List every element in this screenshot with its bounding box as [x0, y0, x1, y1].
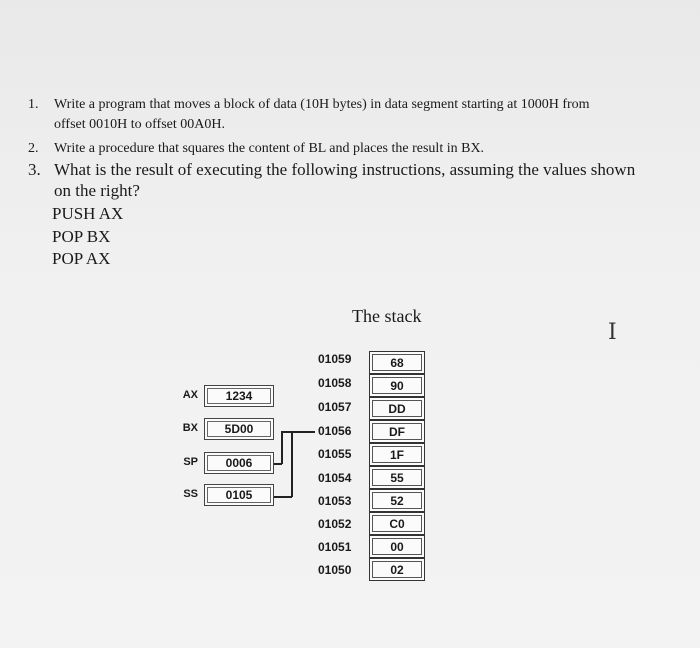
- stack-address: 01052: [318, 517, 352, 531]
- stack-address: 01050: [318, 563, 352, 577]
- stack-cell: DD: [369, 397, 425, 420]
- question-number: 1.: [28, 97, 39, 112]
- stack-title: The stack: [352, 306, 422, 326]
- stack-address: 01055: [318, 447, 352, 461]
- stack-address: 01051: [318, 540, 352, 554]
- stack-address: 01056: [318, 424, 352, 438]
- stack-cell: 52: [369, 489, 425, 512]
- stack-cell: 55: [369, 466, 425, 489]
- stack-cell: C0: [369, 512, 425, 535]
- question-text: Write a program that moves a block of data (10H bytes) in data segment starting at 1000H from: [54, 97, 590, 112]
- register-value-ss: 0105: [204, 484, 274, 506]
- stack-cell: 90: [369, 374, 425, 397]
- instruction-pop-bx: POP BX: [52, 227, 111, 246]
- register-label-ax: AX: [182, 389, 198, 401]
- stack-cell: 02: [369, 558, 425, 581]
- stack-cell: 1F: [369, 443, 425, 466]
- text-cursor-icon: I: [608, 320, 617, 345]
- register-label-bx: BX: [182, 422, 198, 434]
- stack-cell: 68: [369, 351, 425, 374]
- stack-cell: 00: [369, 535, 425, 558]
- stack-address: 01059: [318, 352, 352, 366]
- register-value-bx: 5D00: [204, 418, 274, 440]
- register-label-ss: SS: [183, 488, 198, 500]
- stack-address: 01054: [318, 471, 352, 485]
- question-text: Write a procedure that squares the content of BL and places the result in BX.: [54, 141, 485, 156]
- register-label-sp: SP: [183, 456, 198, 468]
- stack-address: 01058: [318, 376, 352, 390]
- stack-address: 01057: [318, 400, 352, 414]
- instruction-push-ax: PUSH AX: [52, 204, 124, 223]
- instruction-pop-ax: POP AX: [52, 249, 111, 268]
- question-number: 3.: [28, 160, 41, 179]
- register-value-ax: 1234: [204, 385, 274, 407]
- question-number: 2.: [28, 141, 39, 156]
- question-3-continuation: on the right?: [54, 181, 140, 200]
- register-value-sp: 0006: [204, 452, 274, 474]
- stack-cell: DF: [369, 420, 425, 443]
- stack-address: 01053: [318, 494, 352, 508]
- question-1-continuation: offset 0010H to offset 00A0H.: [54, 117, 225, 132]
- question-text: What is the result of executing the following instructions, assuming the values shown: [54, 160, 636, 179]
